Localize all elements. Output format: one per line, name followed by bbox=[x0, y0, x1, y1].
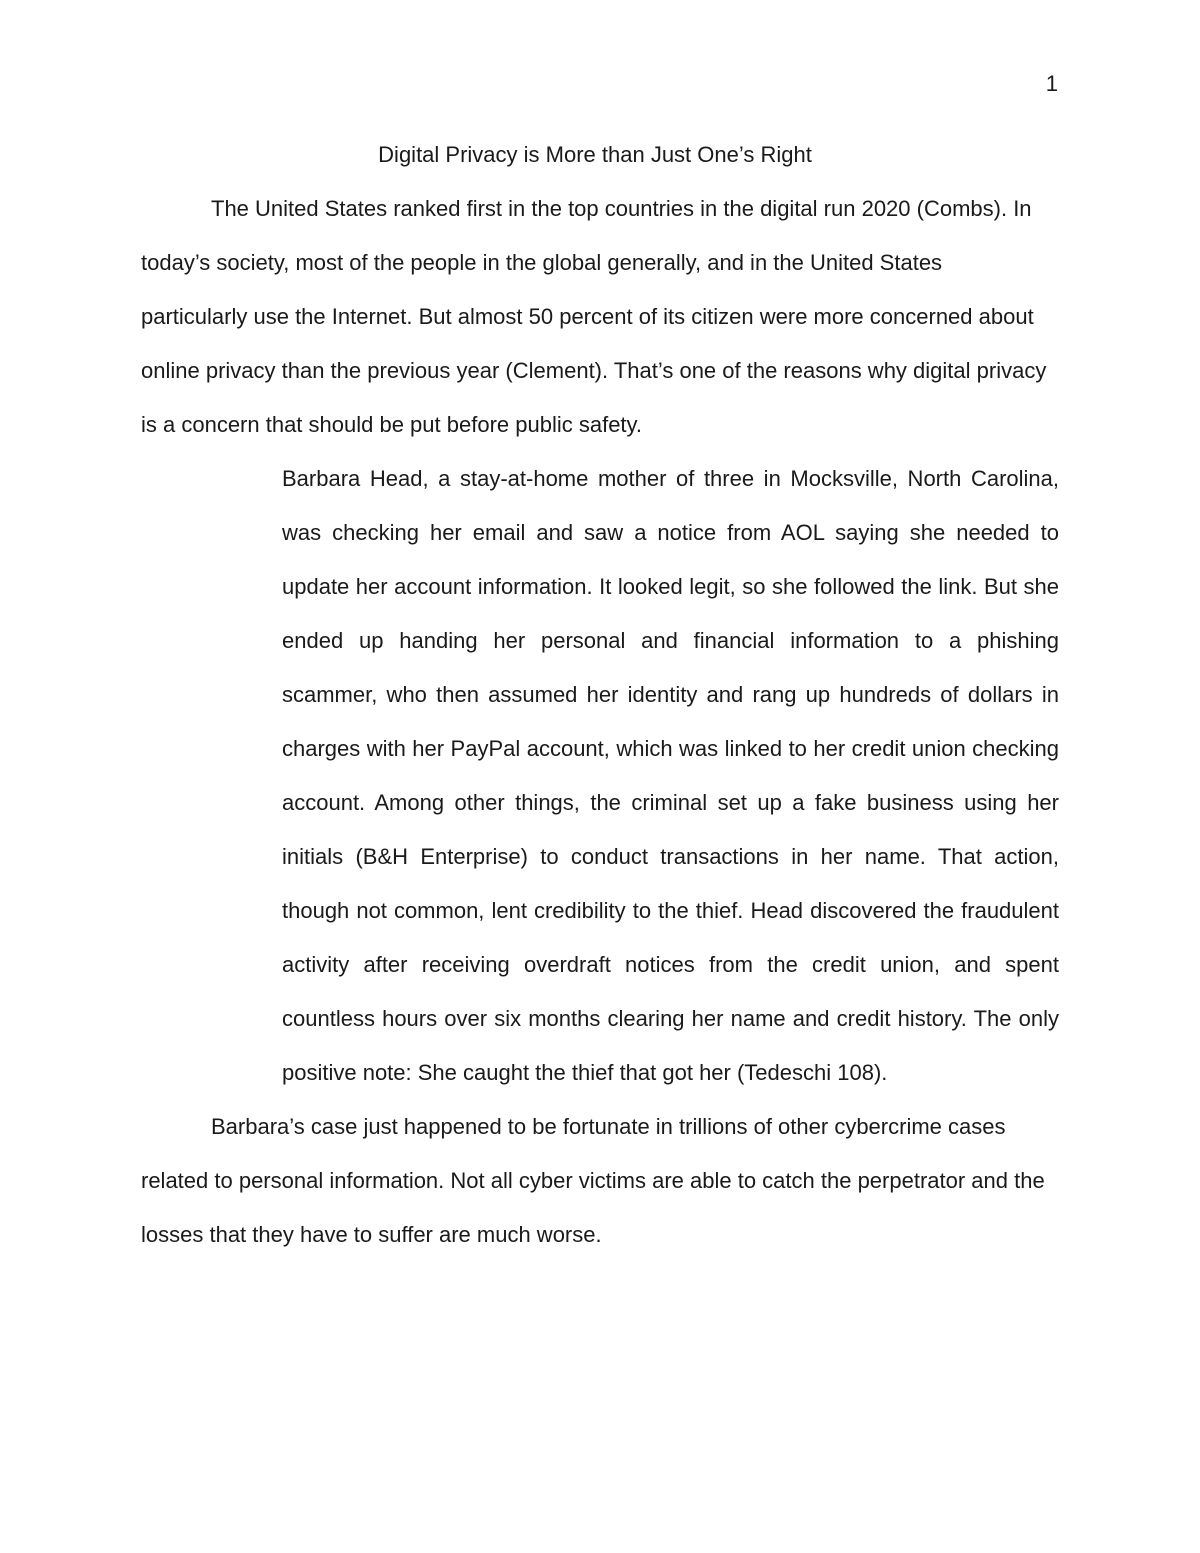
closing-paragraph: Barbara’s case just happened to be fortunate in trillions of other cybercrime cases related to personal information. Not all cyber victims are able to catch the perpetrator and the losses that they have to suffer are much worse. bbox=[141, 1114, 1045, 1247]
document-body bbox=[141, 128, 1059, 1262]
block-quote: Barbara Head, a stay-at-home mother of three in Mocksville, North Carolina, was checking her email and saw a notice from AOL saying she needed to update her account information. It looked legit, so she followed the link. But she ended up handing her personal and financial information to a phishing scammer, who then assumed her identity and rang up hundreds of dollars in charges with her PayPal account, which was linked to her credit union checking account. Among other things, the criminal set up a fake business using her initials (B&H Enterprise) to conduct transactions in her name. That action, though not common, lent credibility to the thief. Head discovered the fraudulent activity after receiving overdraft notices from the credit union, and spent countless hours over six months clearing her name and credit history. The only positive note: She caught the thief that got her (Tedeschi 108). bbox=[282, 466, 1059, 1085]
intro-paragraph: The United States ranked first in the top countries in the digital run 2020 (Combs). In today’s society, most of the people in the global generally, and in the United States particularly use the Internet. But almost 50 percent of its citizen were more concerned about online privacy than the previous year (Clement). That’s one of the reasons why digital privacy is a concern that should be put before public safety. bbox=[141, 196, 1047, 437]
page-number: 1 bbox=[1045, 71, 1058, 96]
document-title: Digital Privacy is More than Just One’s Right bbox=[378, 142, 812, 167]
